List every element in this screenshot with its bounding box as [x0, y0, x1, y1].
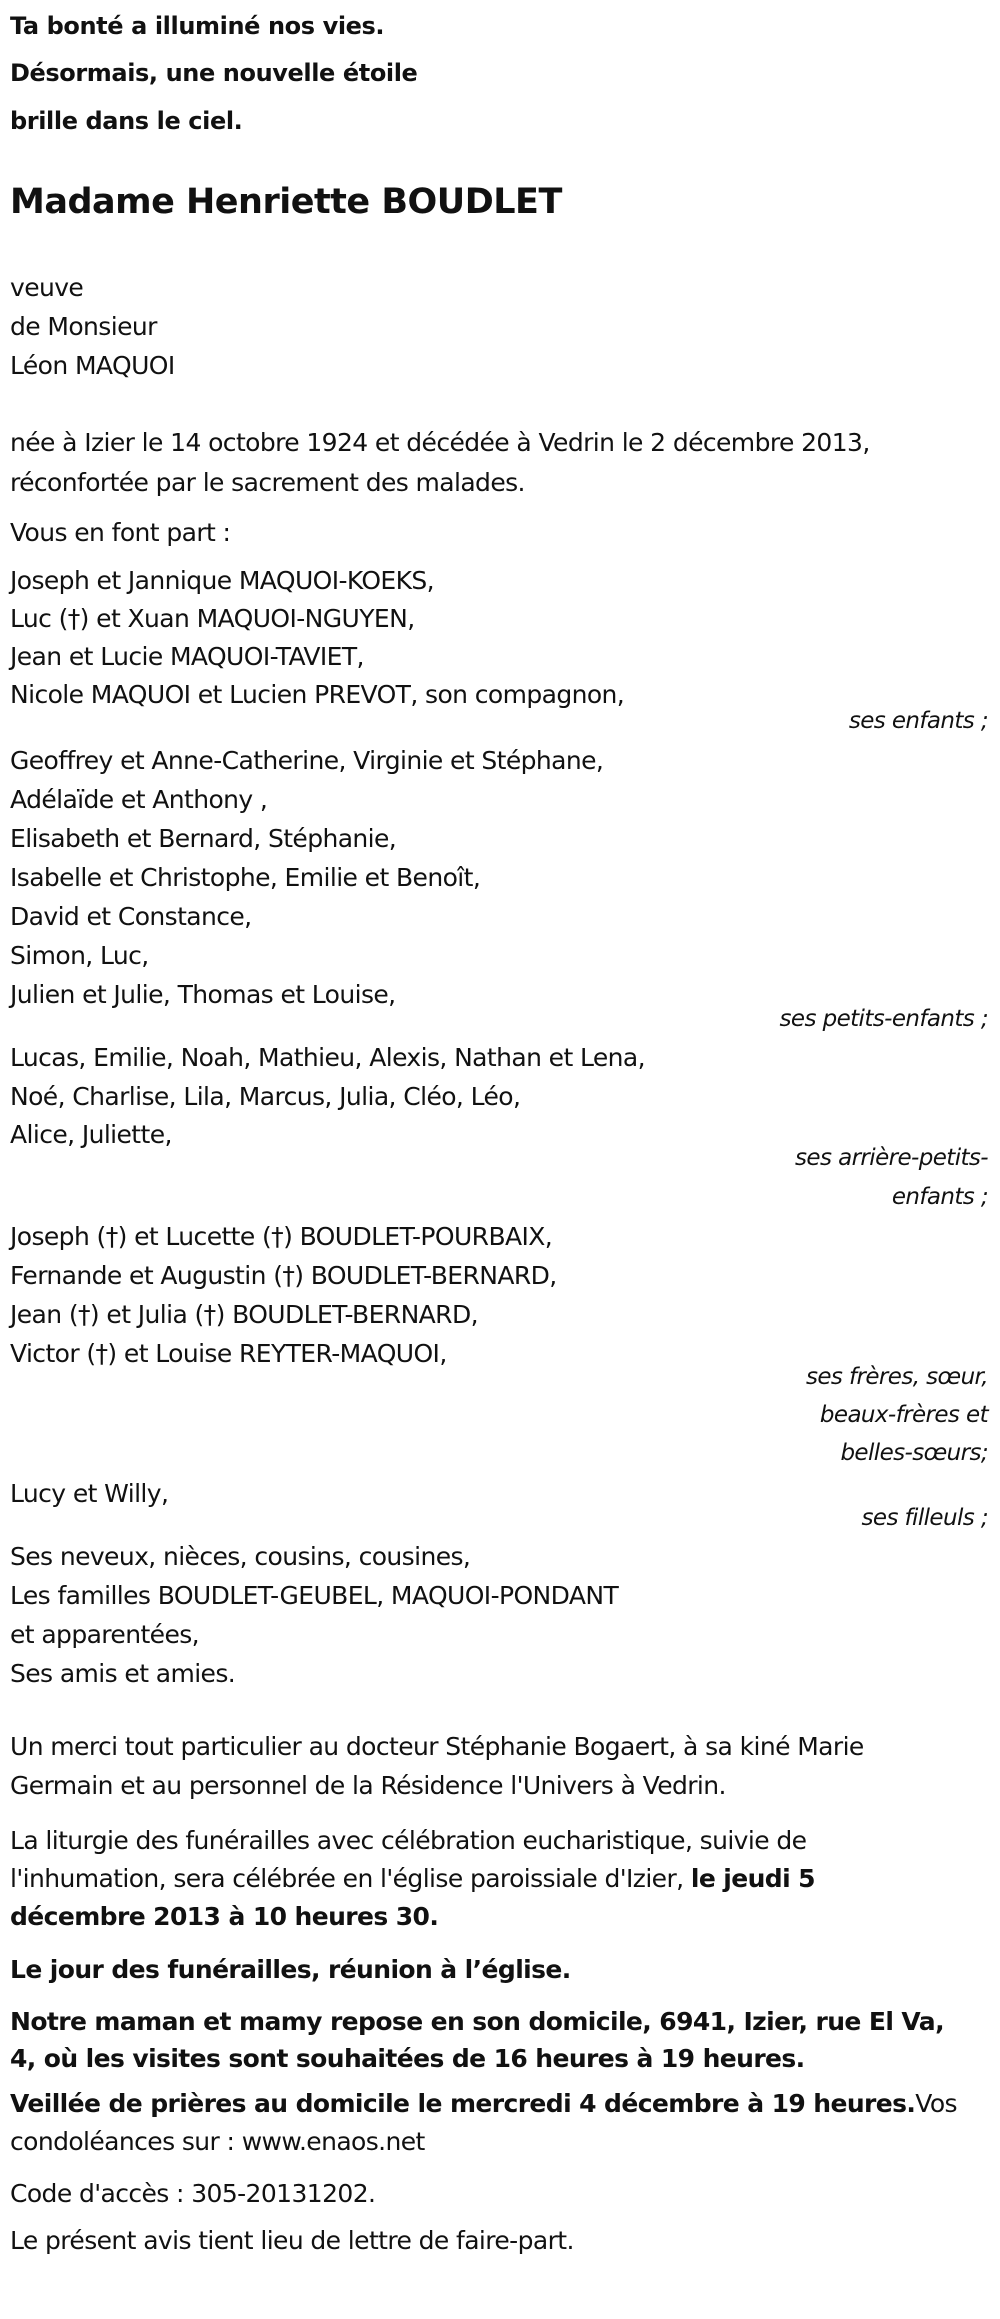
condolences-link[interactable]: condoléances sur : www.enaos.net	[10, 2127, 425, 2156]
siblings-label: ses frères, sœur,	[806, 1364, 988, 1390]
repose-line: Notre maman et mamy repose en son domicile, 6941, Izier, rue El Va,	[10, 2007, 944, 2036]
siblings-line: Jean (†) et Julia (†) BOUDLET-BERNARD,	[10, 1300, 478, 1329]
grandchildren-line: Simon, Luc,	[10, 941, 149, 970]
grandchildren-line: Elisabeth et Bernard, Stéphanie,	[10, 824, 397, 853]
great-grandchildren-line: Lucas, Emilie, Noah, Mathieu, Alexis, Nathan et Lena,	[10, 1043, 645, 1072]
extended-family-line: Ses neveux, nièces, cousins, cousines,	[10, 1542, 471, 1571]
vigil-info: Veillée de prières au domicile le mercredi 4 décembre à 19 heures.	[10, 2089, 916, 2118]
great-grandchildren-label: enfants ;	[891, 1184, 988, 1210]
repose-line: 4, où les visites sont souhaitées de 16 heures à 19 heures.	[10, 2044, 805, 2073]
spouse-line: de Monsieur	[10, 312, 157, 341]
children-line: Luc (†) et Xuan MAQUOI-NGUYEN,	[10, 604, 415, 633]
birth-death-line: née à Izier le 14 octobre 1924 et décédée à Vedrin le 2 décembre 2013,	[10, 428, 870, 457]
children-label: ses enfants ;	[848, 708, 988, 734]
siblings-line: Fernande et Augustin (†) BOUDLET-BERNARD,	[10, 1261, 557, 1290]
access-code: Code d'accès : 305-20131202.	[10, 2179, 376, 2208]
grandchildren-line: Geoffrey et Anne-Catherine, Virginie et Stéphane,	[10, 746, 604, 775]
liturgy-line	[10, 1863, 815, 1895]
grandchildren-line: David et Constance,	[10, 902, 252, 931]
godchildren-line: Lucy et Willy,	[10, 1479, 169, 1508]
siblings-label: beaux-frères et	[819, 1402, 988, 1428]
extended-family-line: Ses amis et amies.	[10, 1659, 236, 1688]
announce-intro: Vous en font part :	[10, 518, 231, 547]
children-line: Nicole MAQUOI et Lucien PREVOT, son compagnon,	[10, 680, 625, 709]
great-grandchildren-label: ses arrière-petits-	[795, 1145, 988, 1171]
grandchildren-line: Julien et Julie, Thomas et Louise,	[10, 980, 396, 1009]
siblings-label: belles-sœurs;	[840, 1440, 988, 1466]
epigraph-line: Désormais, une nouvelle étoile	[10, 59, 418, 87]
great-grandchildren-line: Noé, Charlise, Lila, Marcus, Julia, Cléo, Léo,	[10, 1082, 521, 1111]
liturgy-line: La liturgie des funérailles avec célébration eucharistique, suivie de	[10, 1826, 807, 1855]
funeral-date-time: décembre 2013 à 10 heures 30.	[10, 1902, 439, 1931]
meeting-info: Le jour des funérailles, réunion à l’église.	[10, 1955, 571, 1984]
great-grandchildren-line: Alice, Juliette,	[10, 1120, 172, 1149]
children-line: Joseph et Jannique MAQUOI-KOEKS,	[10, 566, 435, 595]
godchildren-label: ses filleuls ;	[861, 1505, 988, 1531]
deceased-name: Madame Henriette BOUDLET	[10, 182, 562, 222]
spouse-line: veuve	[10, 273, 84, 302]
condolences-text: Vos	[915, 2089, 957, 2118]
vigil-line	[10, 2088, 957, 2120]
extended-family-line: Les familles BOUDLET-GEUBEL, MAQUOI-PONDANT	[10, 1581, 619, 1610]
grandchildren-line: Adélaïde et Anthony ,	[10, 785, 268, 814]
thanks-line: Un merci tout particulier au docteur Stéphanie Bogaert, à sa kiné Marie	[10, 1732, 864, 1761]
thanks-line: Germain et au personnel de la Résidence l'Univers à Vedrin.	[10, 1771, 726, 1800]
liturgy-text: l'inhumation, sera célébrée en l'église paroissiale d'Izier,	[10, 1864, 691, 1893]
grandchildren-line: Isabelle et Christophe, Emilie et Benoît,	[10, 863, 481, 892]
siblings-line: Joseph (†) et Lucette (†) BOUDLET-POURBAIX,	[10, 1222, 553, 1251]
children-line: Jean et Lucie MAQUOI-TAVIET,	[10, 642, 364, 671]
epigraph-line: Ta bonté a illuminé nos vies.	[10, 12, 385, 40]
spouse-line: Léon MAQUOI	[10, 351, 175, 380]
extended-family-line: et apparentées,	[10, 1620, 199, 1649]
birth-death-line: réconfortée par le sacrement des malades.	[10, 468, 525, 497]
epigraph-line: brille dans le ciel.	[10, 107, 243, 135]
grandchildren-label: ses petits-enfants ;	[779, 1006, 988, 1032]
siblings-line: Victor (†) et Louise REYTER-MAQUOI,	[10, 1339, 447, 1368]
funeral-date: le jeudi 5	[690, 1864, 815, 1893]
closing-statement: Le présent avis tient lieu de lettre de faire-part.	[10, 2226, 574, 2255]
